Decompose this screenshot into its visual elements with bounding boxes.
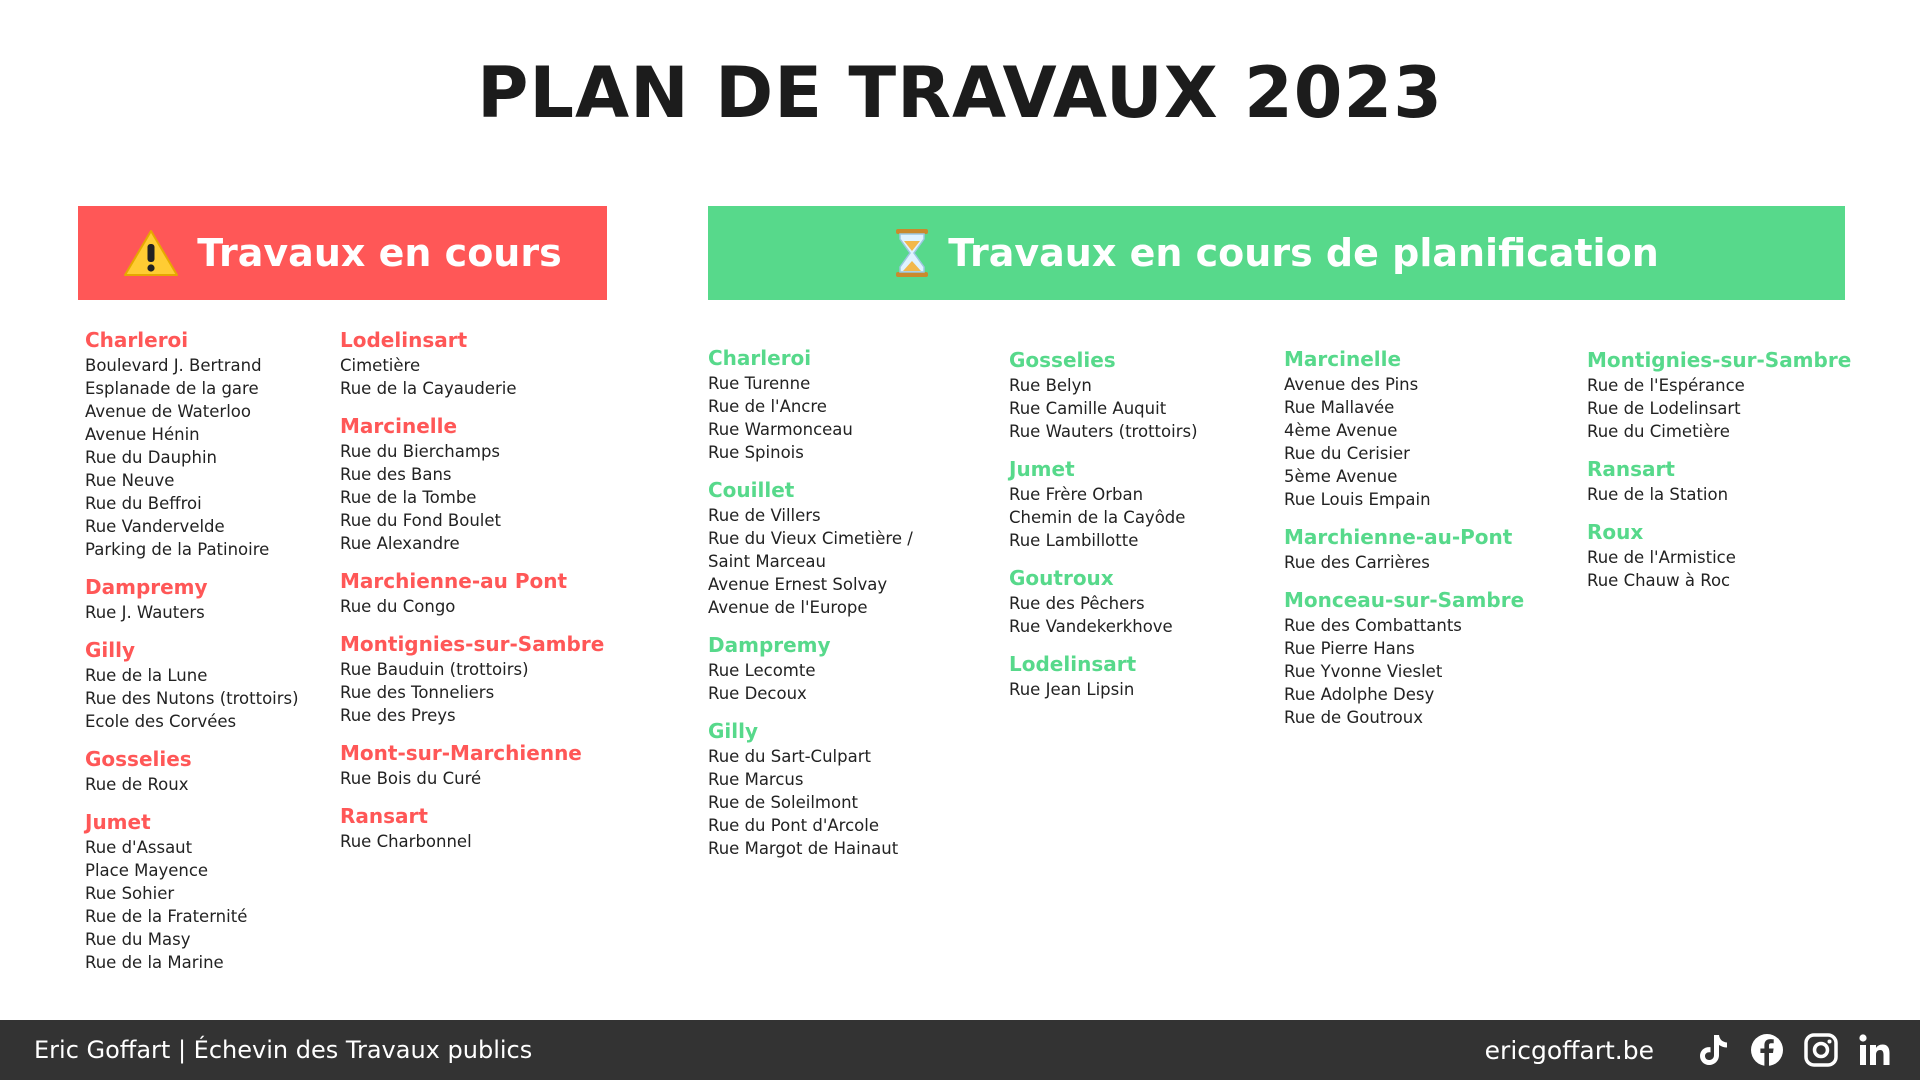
district-heading: Gosselies: [85, 747, 192, 771]
street-item: Place Mayence: [85, 861, 209, 880]
street-item: Rue de l'Armistice: [1587, 548, 1736, 567]
street-list: [1587, 546, 1851, 592]
street-item: Rue du Cerisier: [1284, 444, 1410, 463]
district-heading: Dampremy: [85, 575, 208, 599]
street-item: Rue du Sart-Culpart: [708, 747, 871, 766]
district-group-roux: [1587, 520, 1851, 592]
street-item: Rue Warmonceau: [708, 420, 853, 439]
street-list: [340, 354, 604, 400]
street-list: [85, 664, 299, 733]
street-item: Rue Vandervelde: [85, 517, 225, 536]
district-heading: Jumet: [1009, 457, 1075, 481]
district-group-marchienne-au-pont: [1284, 525, 1524, 574]
district-group-jumet: [1009, 457, 1198, 552]
district-heading: Gilly: [708, 719, 759, 743]
street-item: Rue Wauters (trottoirs): [1009, 422, 1198, 441]
street-item: Rue du Pont d'Arcole: [708, 816, 880, 835]
district-heading: Dampremy: [708, 633, 831, 657]
footer-bar: [0, 1020, 1920, 1080]
district-heading: Marchienne-au-Pont: [1284, 525, 1513, 549]
planning-column-2: [1009, 348, 1198, 715]
street-item: Rue du Bierchamps: [340, 442, 501, 461]
street-item: 4ème Avenue: [1284, 421, 1398, 440]
street-item: Rue Belyn: [1009, 376, 1092, 395]
street-list: [1284, 373, 1524, 511]
street-item: Rue de Lodelinsart: [1587, 399, 1741, 418]
district-group-gilly: [85, 638, 299, 733]
street-item: Rue de la Tombe: [340, 488, 477, 507]
street-item: Ecole des Corvées: [85, 712, 237, 731]
district-group-marcinelle: [1284, 347, 1524, 511]
street-item: Rue Chauw à Roc: [1587, 571, 1731, 590]
street-item: Avenue Hénin: [85, 425, 200, 444]
page-title: PLAN DE TRAVAUX 2023: [477, 52, 1443, 134]
street-item: Rue Mallavée: [1284, 398, 1395, 417]
district-group-mont-sur-marchienne: [340, 741, 604, 790]
warning-icon: [123, 228, 179, 278]
street-item: Rue de l'Espérance: [1587, 376, 1745, 395]
district-group-marcinelle: [340, 414, 604, 555]
street-item: Rue du Fond Boulet: [340, 511, 502, 530]
street-item: Rue des Pêchers: [1009, 594, 1145, 613]
street-item: Rue Turenne: [708, 374, 811, 393]
street-list: [340, 658, 604, 727]
street-item: Rue du Congo: [340, 597, 456, 616]
district-heading: Jumet: [85, 810, 151, 834]
street-item: Rue des Carrières: [1284, 553, 1430, 572]
street-list: [340, 440, 604, 555]
street-list: [1009, 592, 1198, 638]
district-heading: Charleroi: [708, 346, 812, 370]
street-list: [708, 745, 913, 860]
district-group-gosselies: [1009, 348, 1198, 443]
street-item: Rue de Roux: [85, 775, 189, 794]
street-list: [1284, 614, 1524, 729]
district-group-lodelinsart: [1009, 652, 1198, 701]
street-item: Rue d'Assaut: [85, 838, 193, 857]
street-list: [85, 836, 299, 974]
street-item: Rue Neuve: [85, 471, 175, 490]
district-group-jumet: [85, 810, 299, 974]
district-group-charleroi: [708, 346, 913, 464]
street-item: Rue des Tonneliers: [340, 683, 495, 702]
district-group-gosselies: [85, 747, 299, 796]
street-list: [85, 773, 299, 796]
current-column-1: [85, 328, 299, 988]
district-group-lodelinsart: [340, 328, 604, 400]
street-item: Rue des Nutons (trottoirs): [85, 689, 299, 708]
district-heading: Goutroux: [1009, 566, 1114, 590]
street-item: Saint Marceau: [708, 552, 826, 571]
street-item: 5ème Avenue: [1284, 467, 1398, 486]
district-heading: Lodelinsart: [1009, 652, 1137, 676]
district-heading: Monceau-sur-Sambre: [1284, 588, 1525, 612]
street-item: Rue de la Marine: [85, 953, 224, 972]
district-group-montignies-sur-sambre: [340, 632, 604, 727]
district-group-dampremy: [708, 633, 913, 705]
website-link[interactable]: ericgoffart.be: [1484, 1035, 1654, 1065]
instagram-icon[interactable]: [1804, 1033, 1838, 1067]
district-group-goutroux: [1009, 566, 1198, 638]
district-group-charleroi: [85, 328, 299, 561]
street-item: Rue Pierre Hans: [1284, 639, 1415, 658]
street-item: Avenue de Waterloo: [85, 402, 251, 421]
street-item: Rue du Beffroi: [85, 494, 202, 513]
district-heading: Marcinelle: [340, 414, 458, 438]
hourglass-icon: [894, 227, 930, 279]
district-heading: Marcinelle: [1284, 347, 1402, 371]
street-item: Avenue des Pins: [1284, 375, 1419, 394]
street-list: [1284, 551, 1524, 574]
street-list: [1587, 374, 1851, 443]
street-item: Rue Bauduin (trottoirs): [340, 660, 529, 679]
street-item: Rue des Bans: [340, 465, 452, 484]
street-list: [708, 372, 913, 464]
street-list: [85, 354, 299, 561]
street-list: [340, 830, 604, 853]
street-item: Rue Marcus: [708, 770, 804, 789]
street-item: Rue J. Wauters: [85, 603, 205, 622]
street-item: Rue Lecomte: [708, 661, 816, 680]
street-item: Esplanade de la gare: [85, 379, 259, 398]
street-item: Avenue de l'Europe: [708, 598, 868, 617]
street-item: Rue de Soleilmont: [708, 793, 859, 812]
street-item: Rue Yvonne Vieslet: [1284, 662, 1443, 681]
district-group-marchienne-au-pont: [340, 569, 604, 618]
street-item: Rue de la Lune: [85, 666, 208, 685]
street-list: [340, 767, 604, 790]
street-item: Rue de Goutroux: [1284, 708, 1423, 727]
street-item: Rue Vandekerkhove: [1009, 617, 1173, 636]
facebook-icon[interactable]: [1750, 1033, 1784, 1067]
district-group-gilly: [708, 719, 913, 860]
street-list: [85, 601, 299, 624]
linkedin-icon[interactable]: [1858, 1033, 1892, 1067]
street-item: Rue du Masy: [85, 930, 191, 949]
district-heading: Gosselies: [1009, 348, 1116, 372]
district-heading: Gilly: [85, 638, 136, 662]
street-item: Parking de la Patinoire: [85, 540, 270, 559]
street-list: [708, 504, 913, 619]
street-item: Rue Decoux: [708, 684, 807, 703]
street-item: Rue de la Cayauderie: [340, 379, 517, 398]
street-list: [1587, 483, 1851, 506]
street-item: Rue du Vieux Cimetière /: [708, 529, 913, 548]
district-heading: Marchienne-au Pont: [340, 569, 568, 593]
street-item: Rue du Dauphin: [85, 448, 217, 467]
district-heading: Couillet: [708, 478, 795, 502]
planning-column-1: [708, 346, 913, 874]
district-heading: Mont-sur-Marchienne: [340, 741, 582, 765]
banner-current-label: Travaux en cours: [197, 231, 562, 275]
street-item: Rue Camille Auquit: [1009, 399, 1167, 418]
street-list: [1009, 374, 1198, 443]
street-item: Rue Sohier: [85, 884, 175, 903]
street-item: Rue de l'Ancre: [708, 397, 827, 416]
district-group-ransart: [1587, 457, 1851, 506]
district-heading: Roux: [1587, 520, 1644, 544]
street-item: Rue des Preys: [340, 706, 456, 725]
street-item: Rue de la Fraternité: [85, 907, 248, 926]
street-list: [340, 595, 604, 618]
district-heading: Ransart: [1587, 457, 1675, 481]
planning-column-3: [1284, 347, 1524, 743]
street-item: Rue Charbonnel: [340, 832, 472, 851]
district-heading: Lodelinsart: [340, 328, 468, 352]
street-item: Chemin de la Cayôde: [1009, 508, 1186, 527]
district-group-dampremy: [85, 575, 299, 624]
street-item: Rue Spinois: [708, 443, 804, 462]
street-item: Avenue Ernest Solvay: [708, 575, 888, 594]
street-item: Rue Jean Lipsin: [1009, 680, 1135, 699]
district-heading: Montignies-sur-Sambre: [340, 632, 605, 656]
district-group-montignies-sur-sambre: [1587, 348, 1851, 443]
street-list: [1009, 483, 1198, 552]
street-item: Boulevard J. Bertrand: [85, 356, 262, 375]
street-item: Rue des Combattants: [1284, 616, 1462, 635]
street-item: Rue de la Station: [1587, 485, 1729, 504]
street-item: Rue du Cimetière: [1587, 422, 1730, 441]
street-item: Rue Bois du Curé: [340, 769, 482, 788]
street-item: Rue Margot de Hainaut: [708, 839, 899, 858]
district-heading: Charleroi: [85, 328, 189, 352]
street-item: Rue Louis Empain: [1284, 490, 1431, 509]
current-column-2: [340, 328, 604, 867]
banner-current-works: [78, 206, 607, 300]
street-item: Rue Frère Orban: [1009, 485, 1144, 504]
banner-planning-label: Travaux en cours de planification: [948, 231, 1659, 275]
street-list: [708, 659, 913, 705]
street-list: [1009, 678, 1198, 701]
footer-credit: Eric Goffart | Échevin des Travaux publics: [34, 1036, 533, 1064]
district-group-ransart: [340, 804, 604, 853]
street-item: Rue Adolphe Desy: [1284, 685, 1435, 704]
banner-planning-works: [708, 206, 1845, 300]
tiktok-icon[interactable]: [1696, 1033, 1730, 1067]
street-item: Cimetière: [340, 356, 421, 375]
social-icons: [1696, 1033, 1892, 1067]
street-item: Rue Alexandre: [340, 534, 460, 553]
district-group-monceau-sur-sambre: [1284, 588, 1524, 729]
planning-column-4: [1587, 348, 1851, 606]
district-group-couillet: [708, 478, 913, 619]
street-item: Rue de Villers: [708, 506, 821, 525]
district-heading: Ransart: [340, 804, 428, 828]
street-item: Rue Lambillotte: [1009, 531, 1139, 550]
district-heading: Montignies-sur-Sambre: [1587, 348, 1852, 372]
